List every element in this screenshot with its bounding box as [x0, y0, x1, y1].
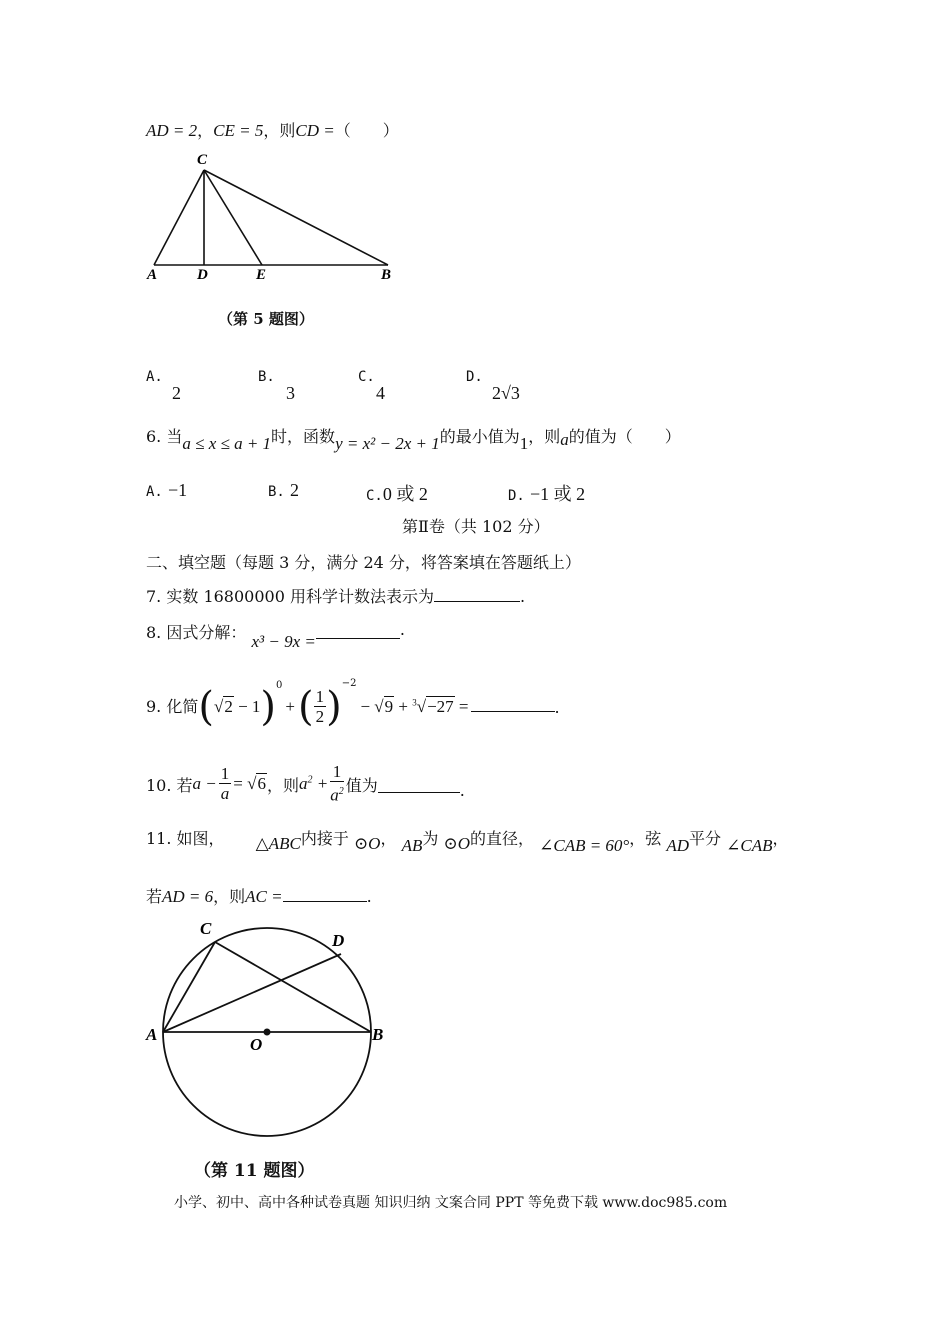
label-a: A	[146, 1025, 158, 1044]
q10-prefix: 10. 若	[146, 775, 193, 795]
q11-caption: （第 11 题图）	[194, 1161, 315, 1181]
q6-stem	[146, 424, 681, 454]
q5-option-c: C. 4	[358, 369, 385, 403]
label-a: A	[147, 267, 158, 283]
q11-triangle: △ABC	[255, 834, 301, 853]
label-c: C	[200, 919, 212, 938]
q11-stem: 11. 如图， △ABC内接于 ⊙O， AB为 ⊙O的直径， ∠CAB = 60°，弦 AD平分 ∠CAB，	[146, 829, 789, 855]
center-dot	[264, 1029, 271, 1036]
q9-text: 9. 化简	[146, 697, 199, 716]
q5-option-b: B. 3	[258, 369, 295, 403]
label-d: D	[332, 931, 345, 950]
q9-sqrt2: √2 − 1	[213, 697, 261, 716]
q11-angle: ∠CAB = 60°	[539, 836, 630, 855]
q5-triangle-figure	[140, 148, 410, 288]
chord-cb	[215, 942, 371, 1032]
q10: 10. 若 a − $\frac{1}{a}$ = √6 ，则 $a^2$ + $\frac{1}{a^2}$ 值为 .	[146, 761, 465, 805]
q6-option-c: C.0 或 2	[366, 484, 428, 504]
q5-stem	[146, 118, 399, 141]
q7-text: 7. 实数 16800000 用科学计数法表示为	[146, 587, 434, 606]
q8-answer-blank[interactable]	[316, 620, 400, 639]
q10-answer-blank[interactable]	[378, 790, 460, 793]
q7-answer-blank[interactable]	[434, 587, 520, 602]
q11-ad-value: AD = 6	[162, 887, 214, 906]
q6-tail: 的值为（ ）	[568, 427, 681, 446]
q6-prefix: 6. 当	[146, 427, 183, 446]
q5-ce: CE = 5	[213, 121, 264, 140]
q6-function: y = x² − 2x + 1	[335, 434, 440, 453]
q5-caption: （第 5 题图）	[218, 310, 314, 328]
q5-paren: （ ）	[334, 121, 399, 140]
q5-comma: ，	[197, 121, 214, 140]
q8-text: 8. 因式分解：	[146, 623, 247, 642]
q10-tail: 值为	[345, 775, 378, 795]
q5-then: ，则	[263, 121, 296, 140]
q6-condition: a ≤ x ≤ a + 1	[182, 434, 272, 453]
q6-mid1: 时，函数	[271, 427, 336, 446]
q11-circle-figure	[140, 912, 390, 1160]
q9-answer-blank[interactable]	[471, 709, 555, 712]
label-d: D	[197, 267, 208, 283]
chord-ac	[163, 942, 215, 1032]
q11-ab: AB	[401, 836, 423, 855]
segment-ac	[154, 170, 204, 265]
q9-half: $\frac{1}{2}$	[315, 686, 325, 726]
chord-ad	[163, 954, 341, 1032]
footer-text: 小学、初中、高中各种试卷真题 知识归纳 文案合同 PPT 等免费下载 www.doc985.com	[174, 1195, 728, 1211]
q6-mid2: 的最小值为	[439, 427, 520, 446]
q11-ad: AD	[666, 836, 690, 855]
fill-heading: 二、填空题（每题 3 分，满分 24 分，将答案填在答题纸上）	[146, 553, 581, 572]
q6-option-d: D. −1 或 2	[508, 484, 586, 504]
q11-prefix: 11. 如图，	[146, 829, 225, 848]
q6-minval: 1	[519, 434, 529, 453]
q7: 7. 实数 16800000 用科学计数法表示为 .	[146, 587, 526, 606]
q8: 8. 因式分解： x³ − 9x =.	[146, 620, 405, 651]
q9: 9. 化简 ( √2 − 1 ) $^0$ + ( $\frac{1}{2}$ ) $^{-2}$ − √9 + $^3$√−27 = .	[146, 678, 560, 730]
q5-option-d: D. 2√3	[466, 369, 520, 403]
segment-cb	[204, 170, 388, 265]
q11-answer-blank[interactable]	[283, 887, 367, 902]
section2-title: 第Ⅱ卷（共 102 分）	[402, 517, 550, 536]
label-e: E	[256, 267, 267, 283]
q6-var: a	[560, 430, 569, 449]
q5-cd: CD =	[295, 121, 335, 140]
q11-ac: AC =	[245, 887, 283, 906]
q11-line2: 若AD = 6，则AC = .	[146, 887, 372, 906]
label-c: C	[197, 152, 208, 168]
label-b: B	[372, 1025, 384, 1044]
label-b: B	[381, 267, 392, 283]
q6-option-a: A. −1	[146, 480, 188, 500]
q8-expr: x³ − 9x =	[251, 632, 316, 651]
q5-ad: AD = 2	[146, 121, 198, 140]
q5-option-a: A. 2	[146, 369, 181, 403]
q6-mid3: ，则	[528, 427, 561, 446]
q6-option-b: B. 2	[268, 480, 299, 500]
label-o: O	[250, 1035, 263, 1054]
q11-circle: ⊙O	[353, 834, 381, 853]
q10-mid: ，则	[266, 775, 299, 795]
